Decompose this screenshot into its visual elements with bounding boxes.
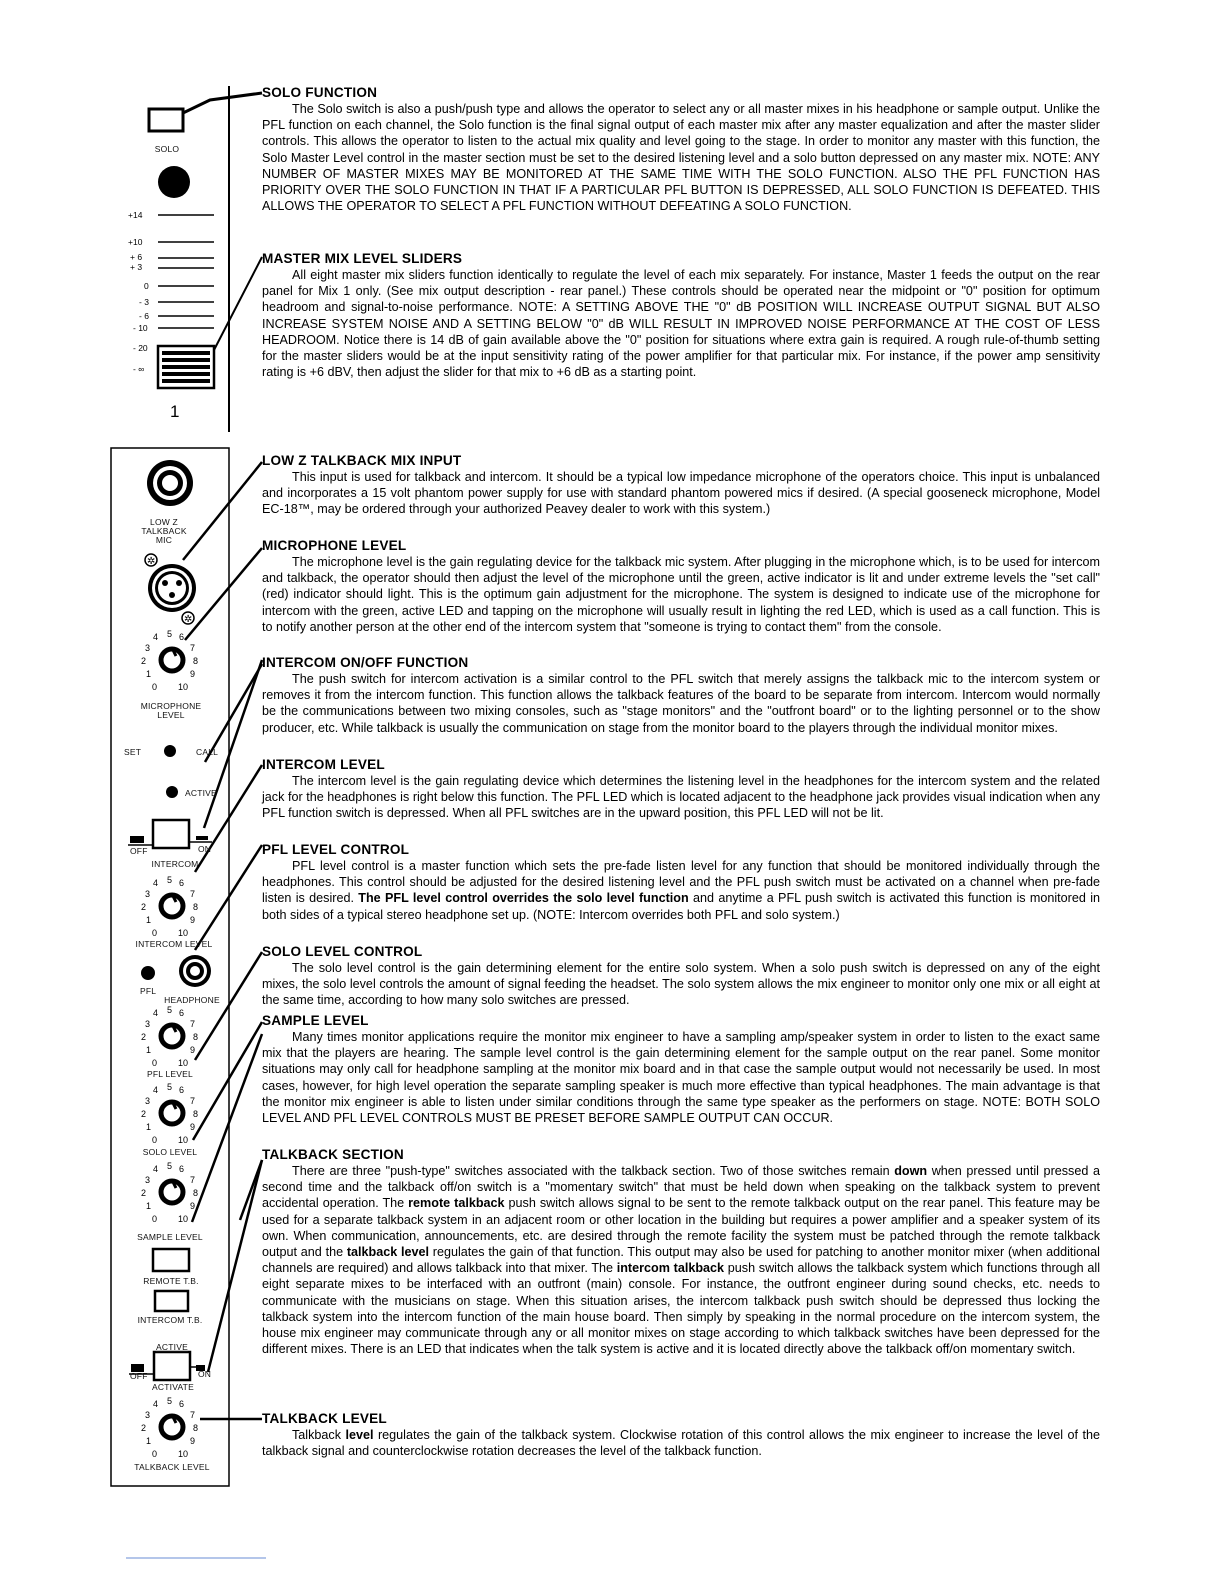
call-led — [164, 745, 176, 757]
pfl-level-knob — [161, 1024, 183, 1047]
scale-m20: - 20 — [133, 343, 148, 353]
knob-num: 8 — [193, 902, 199, 912]
mic-level-label: MICROPHONE LEVEL — [140, 701, 202, 720]
text-run: There are three "push-type" switches associated with the talkback section. Two of those switches remain — [292, 1164, 895, 1178]
headphone-jack — [179, 955, 211, 987]
knob-num: 4 — [153, 1085, 159, 1095]
master-slider-cap — [158, 346, 214, 388]
knob-num: 1 — [146, 669, 152, 679]
intercom-level-knob — [161, 894, 183, 917]
knob-num: 2 — [141, 1109, 147, 1119]
section-text: Many times monitor applications require the monitor mix engineer to have a sampling amp/speaker system in order to listen to the exact same mix that the players are hearing. The sample level control is the gain determining element for the sample output on the rear panel. Some monitor situations may only call for headphone sampling at the monitor mix board and in that case the sample output would not necessarily be used. In most cases, however, for high level operation the separate sampling speaker is much more effective than typical headphones. The main advantage is that the monitor mix engineer is able to listen under similar conditions through the same type speaker as the performers on stage. NOTE: BOTH SOLO LEVEL AND PFL LEVEL CONTROLS MUST BE PRESET BEFORE SAMPLE OUTPUT CAN OCCUR. — [262, 1030, 1100, 1126]
knob-num: 9 — [190, 669, 196, 679]
knob-num: 7 — [190, 1175, 196, 1185]
section-talkback-level — [262, 1411, 1100, 1459]
knob-num: 5 — [167, 629, 173, 639]
section-title: MASTER MIX LEVEL SLIDERS — [262, 251, 463, 266]
remote-tb-label: REMOTE T.B. — [143, 1276, 199, 1286]
low-z-label: LOW Z TALKBACK MIC — [141, 517, 187, 545]
scale-p10: +10 — [128, 237, 143, 247]
section-sample-level — [262, 1013, 1100, 1126]
section-title: PFL LEVEL CONTROL — [262, 842, 410, 857]
solo-button — [149, 109, 183, 131]
knob-num: 9 — [190, 1045, 196, 1055]
knob-num: 6 — [179, 878, 185, 888]
section-solo-function — [262, 85, 1100, 214]
knob-num: 3 — [145, 643, 151, 653]
section-title: MICROPHONE LEVEL — [262, 538, 407, 553]
knob-num: 6 — [179, 632, 185, 642]
knob-num: 5 — [167, 1396, 173, 1406]
section-solo-level-control — [262, 944, 1100, 1009]
knob-num: 6 — [179, 1085, 185, 1095]
sample-level-label: SAMPLE LEVEL — [137, 1232, 203, 1242]
solo-led — [158, 166, 190, 198]
text-run: PFL level control is a master function which sets the pre-fade listen level for any function that should be monitored individually through the headphones. This control should be adjusted for the desired listening level and the PFL push switch must be activated on a channel when pre-fade listen is desired. — [262, 859, 1100, 906]
knob-num: 10 — [178, 1135, 189, 1145]
knob-num: 7 — [190, 889, 196, 899]
section-intercom-on-off — [262, 655, 1100, 736]
section-title: INTERCOM LEVEL — [262, 757, 385, 772]
channel-number: 1 — [170, 402, 180, 421]
text-run: push switch allows the talkback system which functions through all eight separate mixes to be interfaced with an outfront (main) console. For instance, the outfront engineer during sound checks, etc. needs to communicate with the musicians on stage. When this situation arises, the intercom talkback push switch should be depressed thus locking the talkback system into the intercom function of the main house board. Then simply by speaking in the normal procedure on the intercom system, the house mix engineer may communicate through any or all monitor mixes on stage according to which talkback switches have been depressed for the different mixes. There is an LED that indicates when the talk system is active and it is located directly above the talkback off/on momentary switch. — [262, 1261, 1100, 1357]
knob-num: 0 — [152, 928, 158, 938]
text-run: Talkback — [292, 1428, 346, 1442]
knob-num: 7 — [190, 1019, 196, 1029]
knob-num: 0 — [152, 1449, 158, 1459]
knob-num: 1 — [146, 1436, 152, 1446]
knob-num: 6 — [179, 1008, 185, 1018]
knob-num: 1 — [146, 1045, 152, 1055]
intercom-tb-button — [155, 1291, 188, 1311]
text-bold: level — [345, 1428, 374, 1442]
active-led — [166, 786, 178, 798]
low-z-jack — [147, 460, 193, 506]
knob-num: 8 — [193, 1109, 199, 1119]
microphone-level-knob — [161, 648, 183, 671]
svg-text:✲: ✲ — [184, 614, 193, 625]
knob-num: 7 — [190, 1410, 196, 1420]
remote-tb-button — [153, 1249, 189, 1271]
knob-num: 10 — [178, 1214, 189, 1224]
knob-num: 1 — [146, 1122, 152, 1132]
knob-num: 0 — [152, 682, 158, 692]
off-label: OFF — [130, 846, 148, 856]
knob-num: 5 — [167, 1005, 173, 1015]
on-label-2: ON — [198, 1369, 212, 1379]
text-bold: The PFL level control overrides the solo level function — [358, 891, 689, 906]
text-bold: talkback level — [346, 1245, 430, 1260]
section-title: SAMPLE LEVEL — [262, 1013, 369, 1028]
knob-num: 2 — [141, 902, 147, 912]
section-title: SOLO LEVEL CONTROL — [262, 944, 423, 959]
knob-num: 6 — [179, 1399, 185, 1409]
knob-num: 4 — [153, 878, 159, 888]
knob-num: 9 — [190, 1122, 196, 1132]
pfl-led — [141, 966, 155, 980]
section-pfl-level-control — [262, 842, 1100, 923]
knob-num: 4 — [153, 1164, 159, 1174]
knob-num: 3 — [145, 889, 151, 899]
section-title: SOLO FUNCTION — [262, 85, 378, 100]
section-text: The intercom level is the gain regulating device which determines the listening level in the headphones for the intercom system and the related jack for the headphones is right below this function. The PFL LED which is located adjacent to the headphone jack provides visual indication when any PFL function switch is depressed. When all PFL switches are in the upward position, this PFL LED will not be lit. — [262, 774, 1100, 821]
scale-m3: - 3 — [139, 297, 149, 307]
knob-num: 5 — [167, 875, 173, 885]
headphone-label: HEADPHONE — [164, 995, 220, 1005]
section-text: All eight master mix sliders function identically to regulate the level of each mix separately. For instance, Master 1 feeds the output on the rear panel for Mix 1 only. (See mix output description - rear panel.) These controls should be operated near the midpoint or "0" position for optimum headroom and signal-to-noise performance. NOTE: A SETTING ABOVE THE "0" dB POSITION WILL INCREASE OUTPUT SIGNAL BUT ALSO INCREASE SYSTEM NOISE AND A SETTING BELOW "0" dB WILL RESULT IN IMPROVED NOISE PERFORMANCE AT THE COST OF LESS HEADROOM. Notice there is 14 dB of gain available above the "0" position for situations where extra gain is required. A rough rule-of-thumb setting for the master sliders would be at the input sensitivity rating of the power amplifier for that particular mix. For instance, if the power amp sensitivity rating is +6 dBV, then adjust the slider for that mix to +6 dB as a starting point. — [262, 268, 1100, 380]
knob-num: 2 — [141, 1188, 147, 1198]
knob-num: 8 — [193, 1188, 199, 1198]
knob-num: 9 — [190, 1201, 196, 1211]
intercom-level-label: INTERCOM LEVEL — [135, 939, 213, 949]
section-master-mix-level-sliders — [262, 251, 1100, 380]
section-title: TALKBACK LEVEL — [262, 1411, 387, 1426]
sample-level-knob — [161, 1180, 183, 1203]
activate-label: ACTIVATE — [152, 1382, 194, 1392]
section-talkback-section — [262, 1147, 1100, 1357]
svg-text:✲: ✲ — [147, 556, 156, 567]
knob-num: 9 — [190, 1436, 196, 1446]
off-label-2: OFF — [130, 1371, 148, 1381]
scale-m10: - 10 — [133, 323, 148, 333]
knob-num: 8 — [193, 1032, 199, 1042]
knob-num: 1 — [146, 1201, 152, 1211]
section-text: The solo level control is the gain determining element for the entire solo system. When a solo push switch is depressed on any of the eight mixes, the solo level controls the amount of signal feeding the headset. The solo system allows the mix engineer to monitor only one mix or all eight at the same time, according to how many solo switches are pressed. — [262, 961, 1100, 1008]
scale-m6: - 6 — [139, 311, 149, 321]
knob-num: 0 — [152, 1135, 158, 1145]
section-intercom-level — [262, 757, 1100, 822]
text-run: when pressed until pressed a second time and the talkback off/on switch is a "momentary switch" that must be held down when speaking on the talkback system to prevent accidental operation. The — [262, 1164, 1100, 1211]
section-text: The Solo switch is also a push/push type and allows the operator to select any or all master mixes in his headphone or sample output. Unlike the PFL function on each channel, the Solo function is the final signal output of each master mix after any master equalization and after the master slider controls. This allows the operator to listen to the actual mix quality and level going to the stage. In order to monitor any master with this function, the Solo Master Level control in the master section must be set to the desired listening level and a solo button depressed on any master mix. NOTE: ANY NUMBER OF MASTER MIXES MAY BE MONITORED AT THE SAME TIME WITH THE SOLO FUNCTION. ALSO THE PFL FUNCTION HAS PRIORITY OVER THE SOLO FUNCTION IN THAT IF A PARTICULAR PFL BUTTON IS DEPRESSED, ALL SOLO FUNCTION IS DEFEATED. THIS ALLOWS THE OPERATOR TO SELECT A PFL FUNCTION WITHOUT DEFEATING A SOLO FUNCTION. — [262, 102, 1100, 214]
knob-num: 9 — [190, 915, 196, 925]
text-run: regulates the gain of the talkback system. Clockwise rotation of this control allows the mix engineer to increase the level of the talkback signal and counterclockwise rotation decreases the level of the talkback function. — [262, 1428, 1100, 1459]
section-text: The push switch for intercom activation is a similar control to the PFL switch that merely assigns the talkback mic to the intercom system or removes it from the intercom function. This function allows the talkback features of the board to be separate from intercom. Intercom would normally be the communications between two mixing consoles, such as "stage monitors" and the "outfront board" or to the lighting personnel or to the show producer, etc. While talkback is usually the communication on stage from the monitor board to the players through the individual monitor mixes. — [262, 672, 1100, 735]
text-run: and anytime a PFL push switch is activated this function is monitored in both sides of a typical stereo headphone set up. (NOTE: Intercom overrides both PFL and solo system.) — [262, 891, 1101, 922]
section-title: TALKBACK SECTION — [262, 1147, 404, 1162]
section-text — [262, 1163, 1100, 1357]
text-bold: down — [894, 1164, 928, 1178]
knob-num: 6 — [179, 1164, 185, 1174]
knob-num: 4 — [153, 632, 159, 642]
scale-p3: + 3 — [130, 262, 143, 272]
knob-num: 10 — [178, 682, 189, 692]
knob-num: 5 — [167, 1082, 173, 1092]
text-run: push switch allows signal to be sent to the remote talkback output on the rear panel. This feature may be used for a separate talkback system in an adjacent room or other location in the building but requires a power amplifier and a speaker system of its own. When communication, announcements, etc. are desired through the remote facility the system must be patched through the remote talkback output and the — [262, 1196, 1100, 1260]
knob-num: 10 — [178, 1058, 189, 1068]
knob-num: 7 — [190, 643, 196, 653]
knob-num: 5 — [167, 1161, 173, 1171]
section-low-z-talkback — [262, 453, 1100, 518]
set-label: SET — [124, 747, 142, 757]
section-text — [262, 1427, 1100, 1459]
scale-p14: +14 — [128, 210, 143, 220]
knob-num: 2 — [141, 1423, 147, 1433]
knob-num: 0 — [152, 1214, 158, 1224]
intercom-tb-label: INTERCOM T.B. — [137, 1315, 203, 1325]
solo-level-label: SOLO LEVEL — [142, 1147, 198, 1157]
section-title: INTERCOM ON/OFF FUNCTION — [262, 655, 469, 670]
intercom-label: INTERCOM — [151, 859, 199, 869]
knob-num: 10 — [178, 1449, 189, 1459]
knob-num: 1 — [146, 915, 152, 925]
section-text — [262, 858, 1100, 923]
knob-num: 4 — [153, 1399, 159, 1409]
scale-minf: - ∞ — [133, 364, 145, 374]
knob-num: 8 — [193, 656, 199, 666]
active-label: ACTIVE — [185, 788, 217, 798]
text-bold: intercom talkback — [616, 1261, 725, 1276]
pfl-level-label: PFL LEVEL — [147, 1069, 193, 1079]
section-text: This input is used for talkback and intercom. It should be a typical low impedance microphone of the operators choice. This input is unbalanced and incorporates a 15 volt phantom power supply for use with standard phantom powered mics if desired. (A special gooseneck microphone, Model EC-18™, may be ordered through your authorized Peavey dealer to work with this system.) — [262, 470, 1100, 517]
scale-0: 0 — [144, 281, 149, 291]
knob-num: 10 — [178, 928, 189, 938]
knob-num: 7 — [190, 1096, 196, 1106]
active-label-2: ACTIVE — [156, 1342, 188, 1352]
knob-num: 8 — [193, 1423, 199, 1433]
on-label: ON — [198, 844, 212, 854]
talkback-level-label: TALKBACK LEVEL — [134, 1462, 210, 1472]
knob-num: 4 — [153, 1008, 159, 1018]
solo-label: SOLO — [154, 144, 180, 154]
text-bold: remote talkback — [408, 1196, 505, 1211]
scale-p6: + 6 — [130, 252, 143, 262]
xlr-mic-connector — [145, 554, 196, 625]
knob-num: 2 — [141, 1032, 147, 1042]
section-text: The microphone level is the gain regulating device for the talkback mic system. After plugging in the microphone which, is to be used for intercom and talkback, the operator should then adjust the level of the microphone until the green, active indicator is lit and under extreme levels the "set call" (red) indicator should light. This is the optimum gain adjustment for the microphone. The system is designed to indicate use of the microphone for intercom with the green, active LED and tapping on the microphone will usually result in lighting the red LED, which is used as a call function. This is to notify another person at the other end of the intercom system that "someone is trying to contact them" from the console. — [262, 555, 1100, 634]
section-title: LOW Z TALKBACK MIX INPUT — [262, 453, 462, 468]
pfl-label: PFL — [140, 986, 157, 996]
knob-num: 3 — [145, 1175, 151, 1185]
knob-num: 3 — [145, 1096, 151, 1106]
section-microphone-level — [262, 538, 1100, 635]
talkback-level-knob — [161, 1415, 183, 1438]
knob-num: 3 — [145, 1019, 151, 1029]
text-run: regulates the gain of that function. This output may also be used for patching to another monitor mixer (when additional channels are required) and allows talkback into that mixer. The — [262, 1245, 1100, 1276]
knob-num: 2 — [141, 656, 147, 666]
knob-num: 0 — [152, 1058, 158, 1068]
knob-num: 3 — [145, 1410, 151, 1420]
call-label: CALL — [196, 747, 219, 757]
solo-level-knob — [161, 1101, 183, 1124]
